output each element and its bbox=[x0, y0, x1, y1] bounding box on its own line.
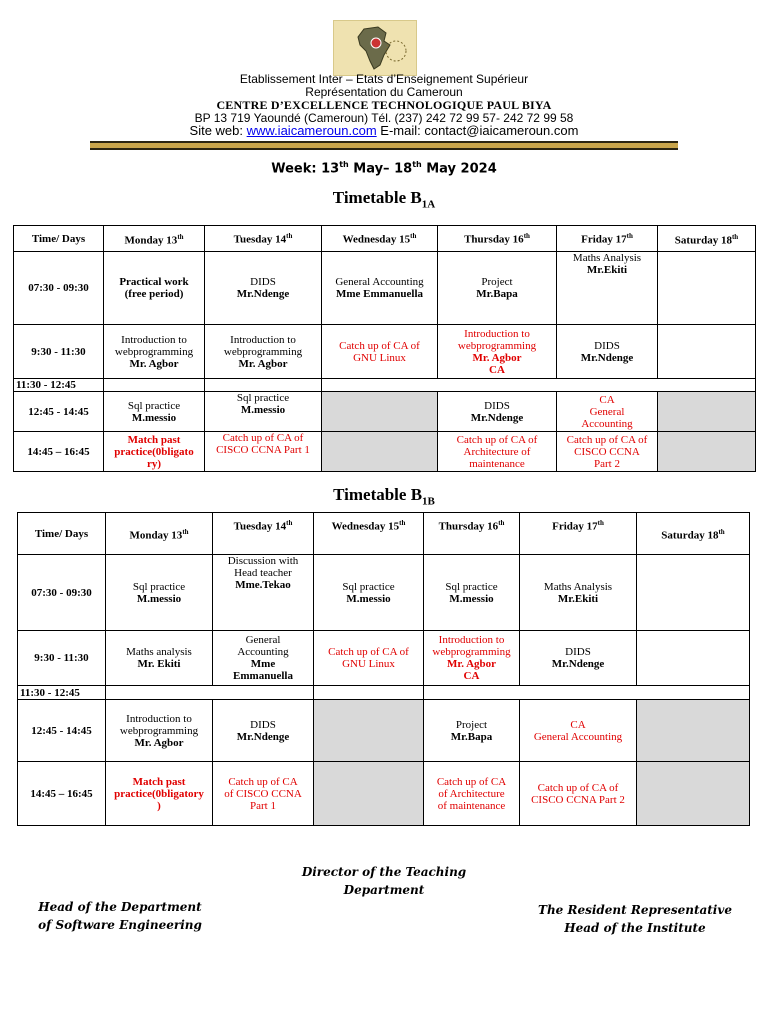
header-cell: Monday 13th bbox=[106, 513, 213, 555]
class-cell: Introduction to webprogramming Mr. Agbor bbox=[104, 325, 205, 379]
header-cell: Time/ Days bbox=[14, 226, 104, 252]
class-cell: General Accounting Mme Emmanuella bbox=[322, 252, 438, 325]
class-cell bbox=[322, 432, 438, 472]
time-slot: 07:30 - 09:30 bbox=[18, 555, 106, 631]
break-cell bbox=[205, 379, 322, 392]
class-cell: Discussion with Head teacher Mme.Tekao bbox=[213, 555, 314, 631]
signature-director: Director of the Teaching Department bbox=[301, 865, 467, 897]
class-cell: Match past practice(0bligato ry) bbox=[104, 432, 205, 472]
header-line-address: BP 13 719 Yaoundé (Cameroun) Tél. (237) 242 72 99 57- 242 72 99 58 bbox=[194, 111, 574, 125]
time-slot: 07:30 - 09:30 bbox=[14, 252, 104, 325]
header-line-representation: Représentation du Cameroun bbox=[305, 85, 463, 99]
site-label: Site web: bbox=[189, 123, 247, 138]
timetable-a bbox=[13, 225, 756, 472]
class-cell: Catch up of CA of GNU Linux bbox=[314, 631, 424, 686]
header-line-institution: Etablissement Inter – Etats d’Enseignement Supérieur bbox=[239, 72, 529, 86]
class-cell: Catch up of CA of CISCO CCNA Part 1 bbox=[213, 762, 314, 826]
class-cell: Maths Analysis Mr.Ekiti bbox=[557, 252, 658, 325]
class-cell bbox=[658, 252, 756, 325]
header-cell: Thursday 16th bbox=[438, 226, 557, 252]
signature-resident-representative: The Resident Representative Head of the Institute bbox=[538, 903, 732, 935]
header-cell: Wednesday 15th bbox=[322, 226, 438, 252]
class-cell bbox=[637, 762, 750, 826]
class-cell: CA General Accounting bbox=[520, 700, 637, 762]
header-cell: Friday 17th bbox=[557, 226, 658, 252]
header-cell: Thursday 16th bbox=[424, 513, 520, 555]
header-cell: Monday 13th bbox=[104, 226, 205, 252]
time-slot: 14:45 – 16:45 bbox=[14, 432, 104, 472]
class-cell: Catch up of CA of CISCO CCNA Part 2 bbox=[557, 432, 658, 472]
time-slot: 14:45 – 16:45 bbox=[18, 762, 106, 826]
class-cell bbox=[322, 392, 438, 432]
class-cell: DIDS Mr.Ndenge bbox=[205, 252, 322, 325]
header-cell: Tuesday 14th bbox=[205, 226, 322, 252]
class-cell bbox=[637, 631, 750, 686]
class-cell: Catch up of CA of Architecture of maintenance bbox=[438, 432, 557, 472]
class-cell: Introduction to webprogramming Mr. Agbor CA bbox=[424, 631, 520, 686]
class-cell bbox=[658, 325, 756, 379]
class-cell: Catch up of CA of CISCO CCNA Part 1 bbox=[205, 432, 322, 472]
class-cell: Maths analysis Mr. Ekiti bbox=[106, 631, 213, 686]
class-cell bbox=[314, 762, 424, 826]
class-cell: Catch up of CA of Architecture of maintenance bbox=[424, 762, 520, 826]
class-cell: Sql practice M.messio bbox=[314, 555, 424, 631]
timetable-b bbox=[17, 512, 750, 826]
break-cell bbox=[424, 686, 750, 700]
class-cell bbox=[314, 700, 424, 762]
header-line-centre: CENTRE D’EXCELLENCE TECHNOLOGIQUE PAUL BIYA bbox=[216, 98, 552, 112]
class-cell: DIDS Mr.Ndenge bbox=[557, 325, 658, 379]
break-cell bbox=[314, 686, 424, 700]
class-cell: Sql practice M.messio bbox=[106, 555, 213, 631]
time-slot: 12:45 - 14:45 bbox=[18, 700, 106, 762]
header-cell: Time/ Days bbox=[18, 513, 106, 555]
class-cell: DIDS Mr.Ndenge bbox=[213, 700, 314, 762]
class-cell bbox=[637, 555, 750, 631]
institution-logo bbox=[333, 20, 417, 76]
class-cell: Match past practice(0bligatory ) bbox=[106, 762, 213, 826]
class-cell: DIDS Mr.Ndenge bbox=[520, 631, 637, 686]
website-link[interactable]: www.iaicameroun.com bbox=[246, 123, 377, 138]
header-cell: Saturday 18th bbox=[637, 513, 750, 555]
class-cell bbox=[637, 700, 750, 762]
class-cell: CA General Accounting bbox=[557, 392, 658, 432]
class-cell: Project Mr.Bapa bbox=[424, 700, 520, 762]
decorative-divider bbox=[90, 141, 678, 150]
class-cell: DIDS Mr.Ndenge bbox=[438, 392, 557, 432]
email-text: E-mail: contact@iaicameroun.com bbox=[376, 123, 579, 138]
break-cell bbox=[104, 379, 205, 392]
class-cell: Maths Analysis Mr.Ekiti bbox=[520, 555, 637, 631]
africa-map-icon bbox=[334, 21, 416, 75]
break-cell bbox=[322, 379, 756, 392]
class-cell: Project Mr.Bapa bbox=[438, 252, 557, 325]
timetable-b-title: Timetable $B_{1B}$ bbox=[333, 485, 435, 508]
class-cell: Practical work (free period) bbox=[104, 252, 205, 325]
week-range: Week: 13th May– 18th May 2024 bbox=[271, 160, 497, 177]
class-cell: Introduction to webprogramming Mr. Agbor bbox=[205, 325, 322, 379]
break-cell bbox=[106, 686, 314, 700]
time-slot: 9:30 - 11:30 bbox=[18, 631, 106, 686]
header-cell: Wednesday 15th bbox=[314, 513, 424, 555]
class-cell bbox=[658, 392, 756, 432]
header-cell: Tuesday 14th bbox=[213, 513, 314, 555]
timetable-a-title: Timetable $B_{1A}$ bbox=[332, 188, 436, 211]
header-cell: Friday 17th bbox=[520, 513, 637, 555]
time-slot: 9:30 - 11:30 bbox=[14, 325, 104, 379]
time-slot: 12:45 - 14:45 bbox=[14, 392, 104, 432]
class-cell: Catch up of CA of CISCO CCNA Part 2 bbox=[520, 762, 637, 826]
header-cell: Saturday 18th bbox=[658, 226, 756, 252]
signature-head-department: Head of the Department of Software Engineering bbox=[38, 900, 202, 932]
header-contact bbox=[0, 124, 768, 137]
time-slot: 11:30 - 12:45 bbox=[18, 686, 106, 700]
class-cell: Sql practice M.messio bbox=[104, 392, 205, 432]
class-cell: Introduction to webprogramming Mr. Agbor bbox=[106, 700, 213, 762]
class-cell bbox=[658, 432, 756, 472]
class-cell: General Accounting Mme Emmanuella bbox=[213, 631, 314, 686]
class-cell: Sql practice M.messio bbox=[424, 555, 520, 631]
class-cell: Catch up of CA of GNU Linux bbox=[322, 325, 438, 379]
class-cell: Introduction to webprogramming Mr. Agbor CA bbox=[438, 325, 557, 379]
class-cell: Sql practice M.messio bbox=[205, 392, 322, 432]
time-slot: 11:30 - 12:45 bbox=[14, 379, 104, 392]
